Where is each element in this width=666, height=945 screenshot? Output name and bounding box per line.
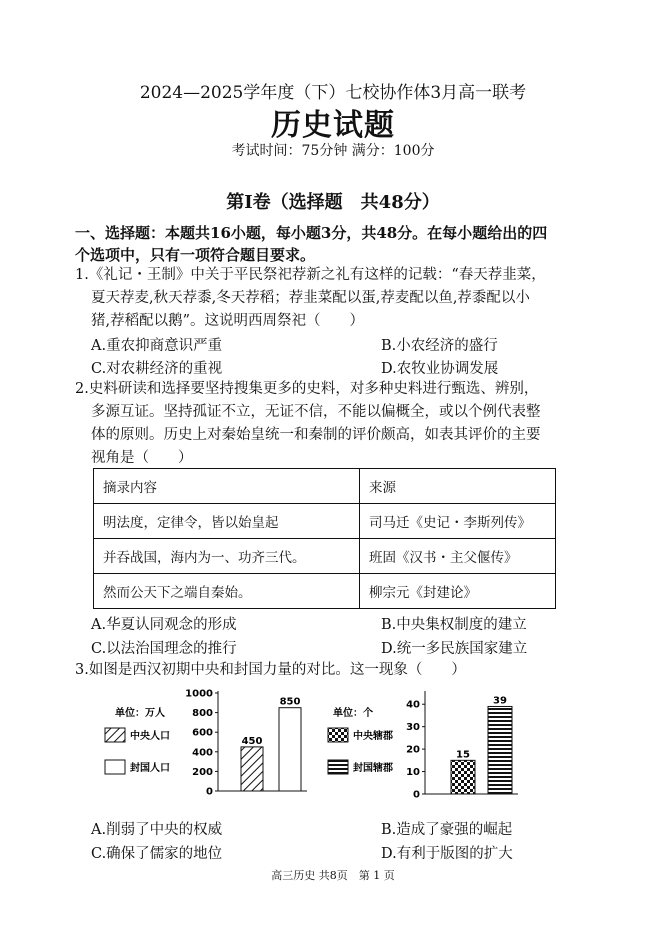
question-1-option-a[interactable]: A.重农抑商意识严重	[91, 338, 223, 354]
chart-population	[185, 689, 307, 798]
table-cell: 然而公天下之端自秦始。	[94, 574, 360, 609]
question-line: 视角是（ ）	[91, 450, 193, 466]
y-tick-label: 40	[406, 699, 420, 711]
question-1-option-b[interactable]: B.小农经济的盛行	[381, 338, 498, 354]
table-header-cell: 摘录内容	[94, 469, 360, 504]
question-line: 猪,荐稻配以鹅”。这说明西周祭祀（ ）	[91, 313, 365, 329]
table-cell: 司马迁《史记・李斯列传》	[360, 504, 556, 539]
legend-swatch-fief-pop	[105, 760, 125, 774]
question-line: 2.史料研读和选择要坚持搜集更多的史料，对多种史料进行甄选、辨别，	[75, 381, 539, 397]
chart2-legend-label: 中央辖郡	[353, 731, 393, 742]
table-cell: 班固《汉书・主父偃传》	[360, 539, 556, 574]
bar-county-central	[451, 760, 475, 794]
question-2-option-b[interactable]: B.中央集权制度的建立	[381, 617, 527, 633]
question-line: 体的原则。历史上对秦始皇统一和秦制的评价颇高，如表其评价的主要	[91, 427, 541, 443]
bar-data-label: 15	[456, 749, 470, 761]
subject-title: 历史试题	[271, 108, 395, 143]
exam-title: 2024—2025学年度（下）七校协作体3月高一联考	[139, 83, 527, 103]
chart1-unit-label: 单位：万人	[115, 708, 165, 719]
question-2-stem	[75, 378, 597, 470]
page-footer: 高三历史 共8页 第 1 页	[271, 869, 395, 882]
source-table	[93, 468, 556, 609]
chart-counties	[406, 691, 518, 801]
y-tick-label: 800	[192, 708, 213, 720]
table-row	[94, 504, 556, 539]
legend-swatch-fief-counties	[328, 760, 348, 774]
question-line: 1.《礼记・王制》中关于平民祭祀荐新之礼有这样的记载：“春天荐韭菜，	[75, 267, 546, 283]
question-2-option-d[interactable]: D.统一多民族国家建立	[381, 641, 528, 657]
chart2-unit-label: 单位：个	[333, 708, 373, 719]
question-1-option-c[interactable]: C.对农耕经济的重视	[91, 361, 223, 377]
bar-pop-central	[241, 747, 263, 791]
bar-pop-fief	[279, 708, 301, 791]
bar-data-label: 450	[241, 735, 263, 747]
question-3-option-d[interactable]: D.有利于版图的扩大	[381, 846, 513, 862]
question-line: 多源互证。坚持孤证不立，无证不信，不能以偏概全，或以个例代表整	[91, 404, 541, 420]
bar-county-fief	[488, 706, 512, 794]
question-line: 夏天荐麦,秋天荐黍,冬天荐稻；荐韭菜配以蛋,荐麦配以鱼,荐黍配以小	[91, 290, 530, 306]
question-3-option-b[interactable]: B.造成了豪强的崛起	[381, 822, 513, 838]
exam-info: 考试时间：75分钟 满分：100分	[231, 143, 435, 159]
table-cell: 并吞战国，海内为一、功齐三代。	[94, 539, 360, 574]
question-1-stem	[75, 264, 597, 333]
legend-swatch-central-counties	[328, 728, 348, 742]
instructions-line: 个选项中，只有一项符合题目要求。	[75, 246, 316, 264]
table-header-cell: 来源	[360, 469, 556, 504]
section-title: 第Ⅰ卷（选择题 共48分）	[226, 192, 440, 213]
bar-data-label: 39	[493, 695, 507, 707]
bar-data-label: 850	[279, 696, 301, 708]
y-tick-label: 10	[406, 767, 420, 779]
table-cell: 明法度，定律令，皆以始皇起	[94, 504, 360, 539]
legend-swatch-central-pop	[105, 728, 125, 742]
chart1-legend-label: 中央人口	[130, 731, 170, 742]
question-2-option-a[interactable]: A.华夏认同观念的形成	[91, 617, 237, 633]
section-instructions	[75, 222, 595, 266]
y-tick-label: 20	[406, 744, 420, 756]
y-tick-label: 200	[192, 766, 213, 778]
y-tick-label: 400	[192, 747, 213, 759]
question-2-option-c[interactable]: C.以法治国理念的推行	[91, 641, 237, 657]
question-3-option-c[interactable]: C.确保了儒家的地位	[91, 846, 223, 862]
instructions-line: 一、选择题：本题共16小题，每小题3分，共48分。在每小题给出的四	[75, 224, 548, 242]
table-row	[94, 539, 556, 574]
table-row	[94, 574, 556, 609]
y-tick-label: 0	[413, 789, 420, 801]
question-3-stem	[75, 659, 597, 682]
question-3-option-a[interactable]: A.削弱了中央的权威	[91, 822, 223, 838]
table-header-row	[94, 469, 556, 504]
question-1-option-d[interactable]: D.农牧业协调发展	[381, 361, 499, 377]
power-comparison-charts	[95, 684, 565, 809]
y-tick-label: 0	[206, 786, 213, 798]
y-tick-label: 1000	[185, 688, 213, 700]
y-tick-label: 600	[192, 727, 213, 739]
y-tick-label: 30	[406, 722, 420, 734]
chart2-legend-label: 封国辖郡	[353, 763, 393, 774]
table-cell: 柳宗元《封建论》	[360, 574, 556, 609]
question-line: 3.如图是西汉初期中央和封国力量的对比。这一现象（ ）	[75, 662, 466, 678]
chart1-legend-label: 封国人口	[130, 763, 170, 774]
